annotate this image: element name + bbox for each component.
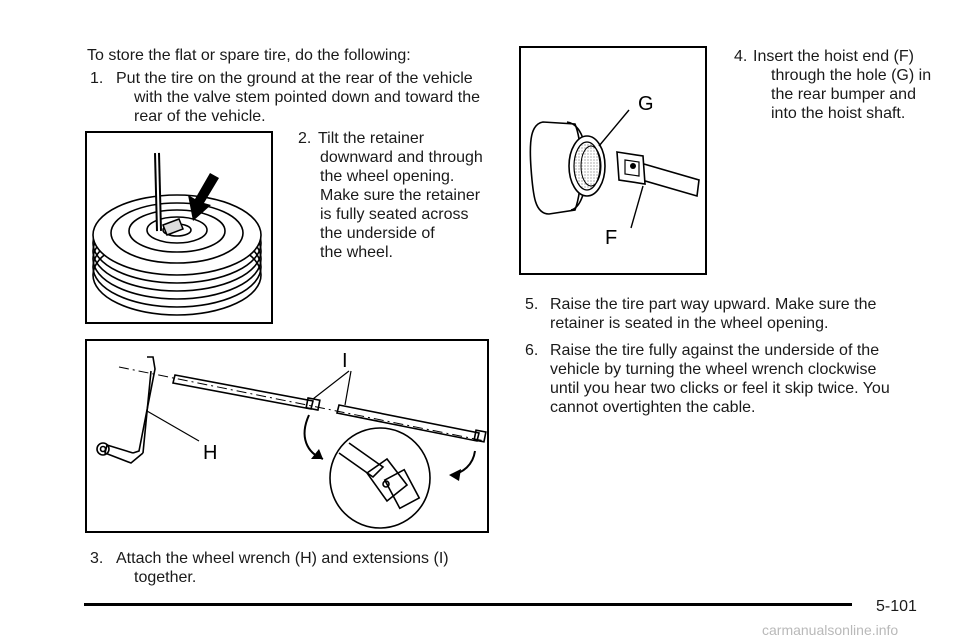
label-g: G [638,93,654,115]
wrench-extensions-illustration [87,341,489,533]
step-6-line: Raise the tire fully against the underside of the [550,342,880,359]
step-5-number: 5. [525,296,539,313]
step-5-text [550,295,876,333]
step-2-text [318,129,483,262]
step-1-number: 1. [90,70,104,87]
step-2-line: Make sure the retainer [320,187,481,204]
step-2-line: Tilt the retainer [318,130,425,147]
step-5-line: retainer is seated in the wheel opening. [550,315,829,332]
tire-retainer-illustration [87,133,273,324]
step-6-text [550,341,890,417]
hoist-hole-illustration [521,48,707,275]
step-4-line: Insert the hoist end (F) [753,48,914,65]
step-2-line: is fully seated across [320,206,469,223]
step-4-text [753,47,931,123]
step-6-line: until you hear two clicks or feel it skip twice. You [550,380,890,397]
step-2-line: downward and through [320,149,483,166]
step-1-text [116,69,480,126]
page-number: 5-101 [876,598,917,615]
step-3-text [116,549,449,587]
step-4-number: 4. [734,48,748,65]
step-1-line: Put the tire on the ground at the rear of the vehicle [116,70,473,87]
label-i: I [342,350,348,372]
hoist-hole-figure [519,46,707,275]
step-1-line: with the valve stem pointed down and toward the [134,89,480,106]
footer-rule [84,603,852,606]
watermark: carmanualsonline.info [762,622,899,638]
step-4-line: the rear bumper and [771,86,916,103]
step-2-line: the wheel. [320,244,393,261]
step-4-line: into the hoist shaft. [771,105,906,122]
step-6-line: vehicle by turning the wheel wrench clockwise [550,361,877,378]
step-3-number: 3. [90,550,104,567]
tire-retainer-figure [85,131,273,324]
step-1-line: rear of the vehicle. [134,108,266,125]
step-6-number: 6. [525,342,539,359]
step-2-number: 2. [298,130,312,147]
step-6-line: cannot overtighten the cable. [550,399,756,416]
label-f: F [605,227,618,249]
wrench-extensions-figure [85,339,489,533]
step-3-line: Attach the wheel wrench (H) and extensions (I) [116,550,449,567]
step-2-line: the underside of [320,225,435,242]
step-5-line: Raise the tire part way upward. Make sure the [550,296,877,313]
step-4-line: through the hole (G) in [771,67,932,84]
step-3-line: together. [134,569,197,586]
label-h: H [203,442,218,464]
intro-text: To store the flat or spare tire, do the following: [87,47,411,64]
step-2-line: the wheel opening. [320,168,455,185]
